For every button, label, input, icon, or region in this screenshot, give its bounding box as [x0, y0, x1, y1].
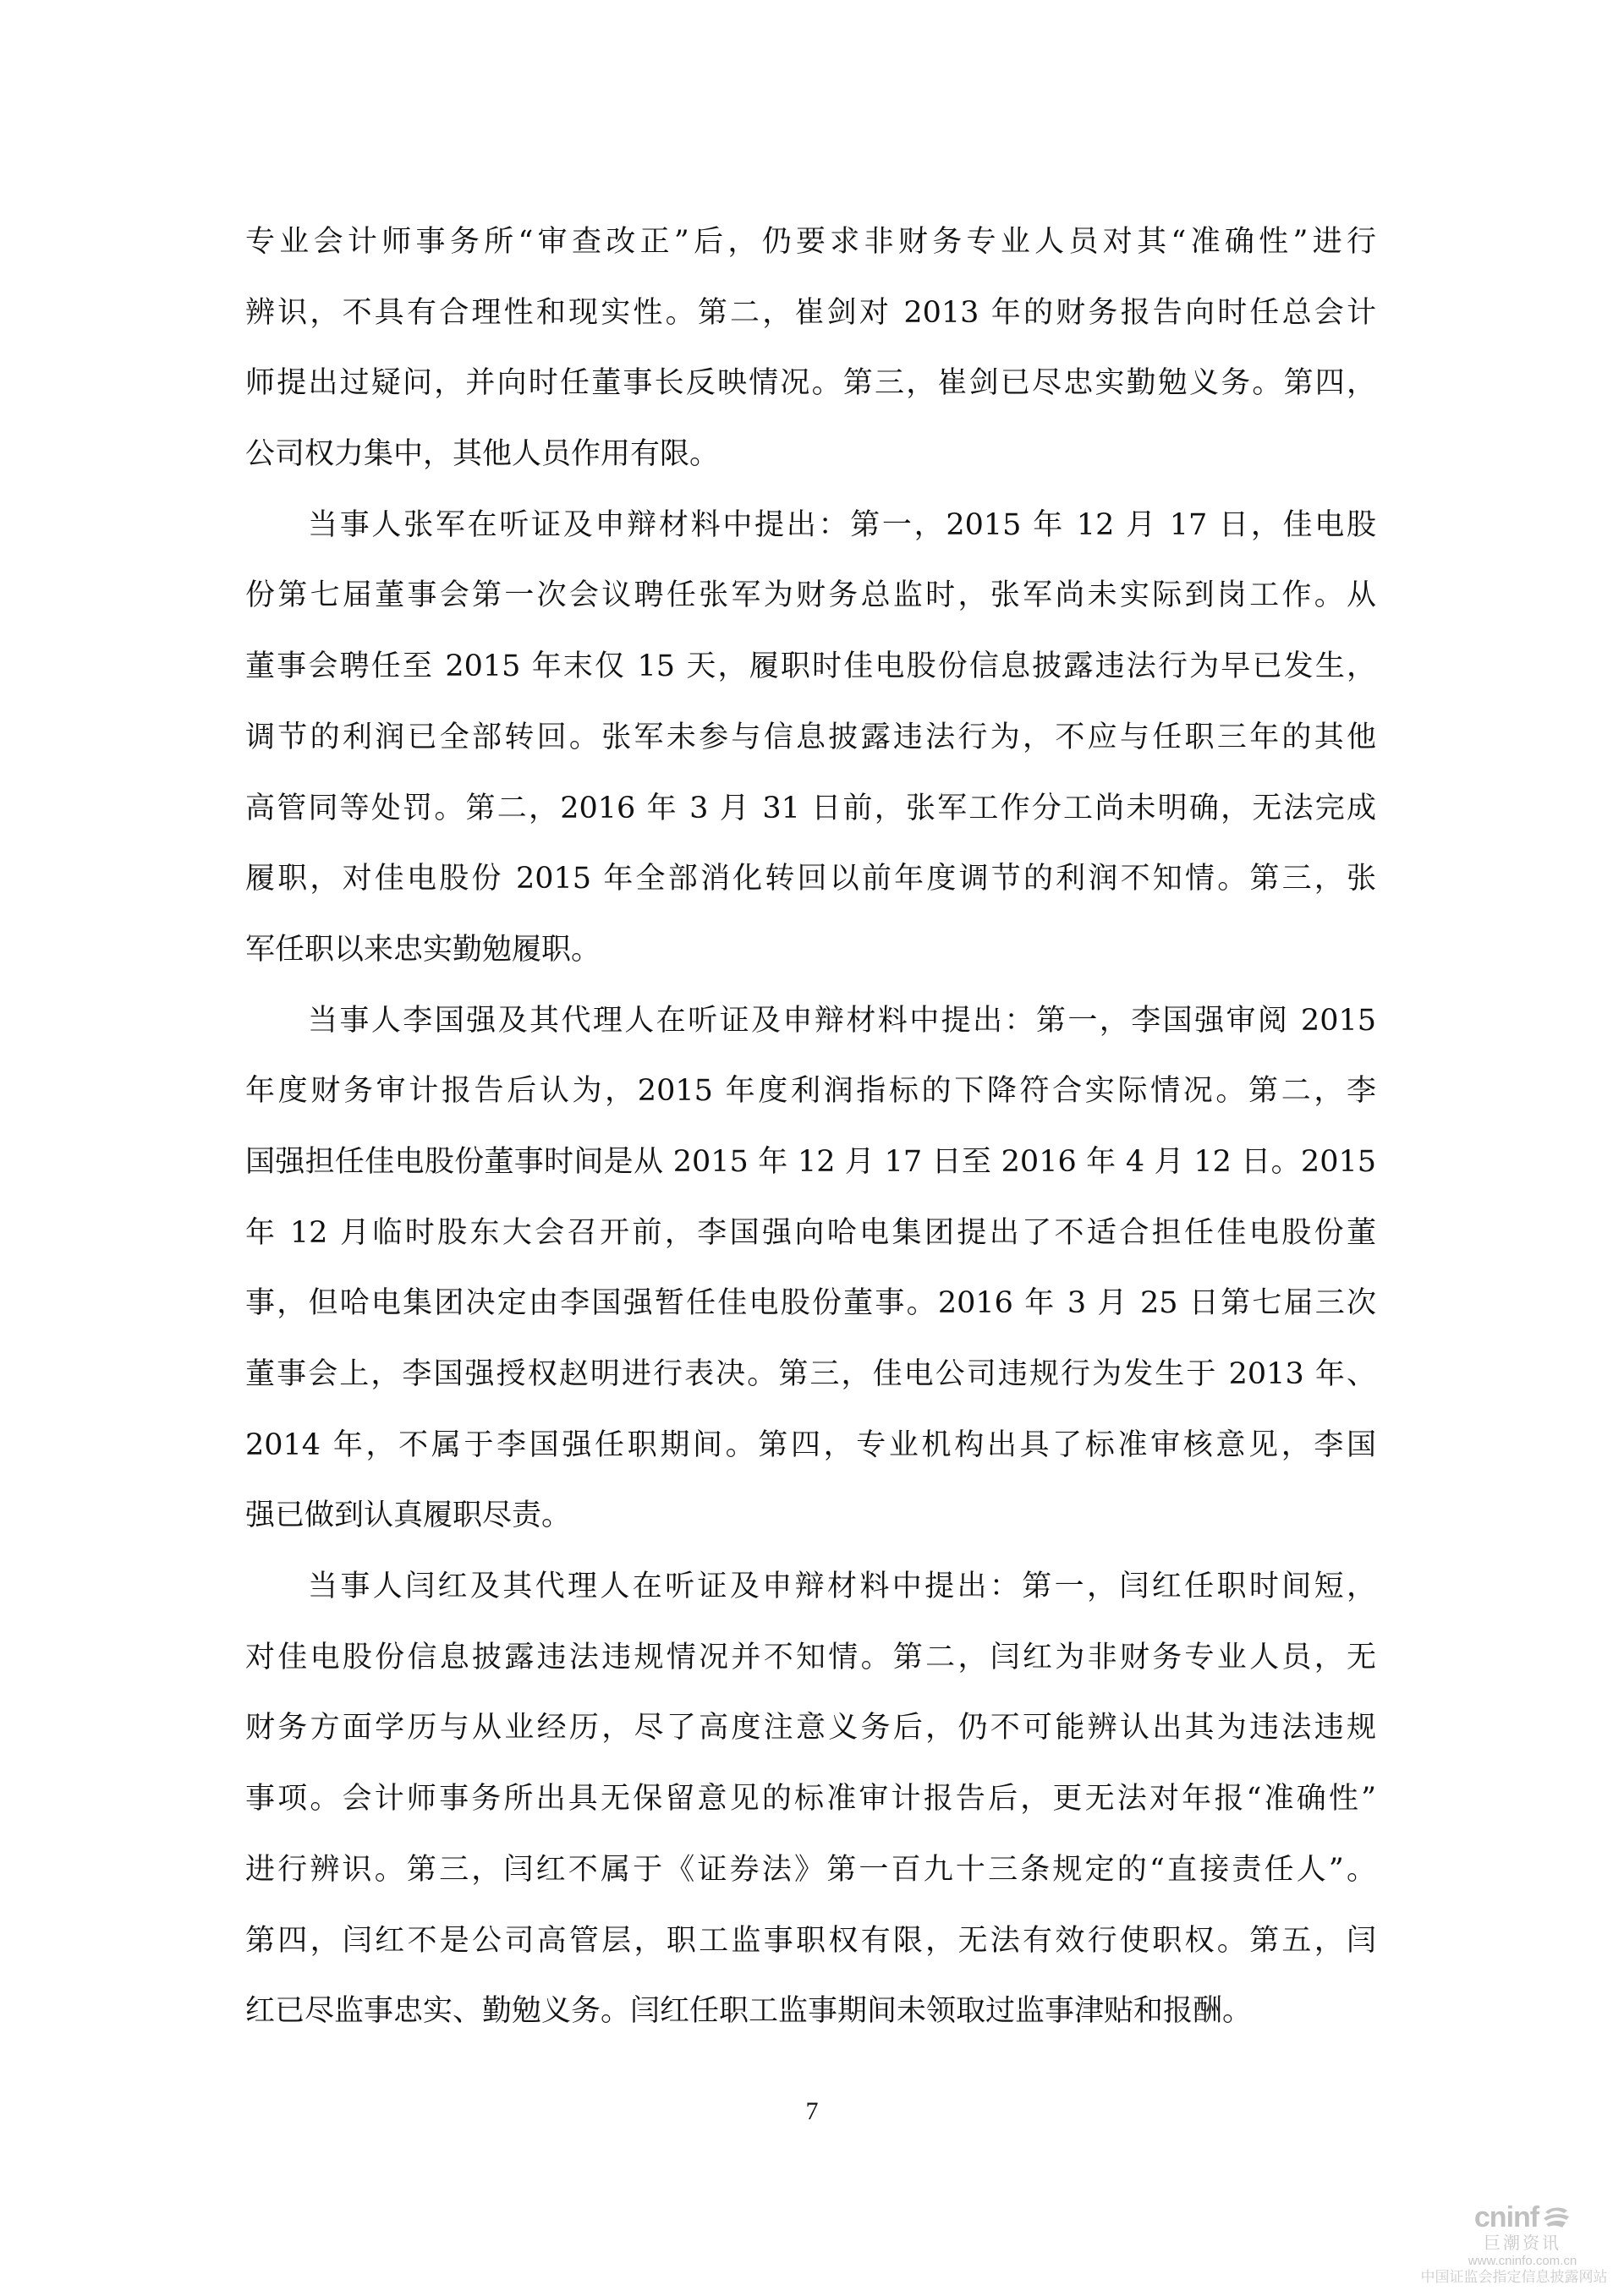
- paragraph-li-guoqiang: [245, 986, 1376, 1553]
- text-line: 当事人张军在听证及申辩材料中提出：第一，2015 年 12 月 17 日，佳电股: [308, 507, 1376, 542]
- paragraph-cui-jian-continuation: [245, 207, 1376, 490]
- text-line: 强已做到认真履职尽责。: [245, 1499, 572, 1533]
- text-line: 专业会计师事务所“审查改正”后，仍要求非财务专业人员对其“准确性”进行: [245, 225, 1376, 259]
- text-line: 份第七届董事会第一次会议聘任张军为财务总监时，张军尚未实际到岗工作。从: [245, 578, 1376, 613]
- page-number: 7: [805, 2097, 819, 2125]
- text-line: 事，但哈电集团决定由李国强暂任佳电股份董事。2016 年 3 月 25 日第七届三次: [245, 1286, 1376, 1321]
- text-line: 年度财务审计报告后认为，2015 年度利润指标的下降符合实际情况。第二，李: [245, 1074, 1376, 1109]
- text-line: 红已尽监事忠实、勤勉义务。闫红任职工监事期间未领取过监事津贴和报酬。: [245, 1994, 1253, 2029]
- text-line: 师提出过疑问，并向时任董事长反映情况。第三，崔剑已尽忠实勤勉义务。第四，: [245, 366, 1376, 401]
- watermark-logo: [1429, 2203, 1616, 2232]
- text-line: 2014 年，不属于李国强任职期间。第四，专业机构出具了标准审核意见，李国: [245, 1427, 1376, 1462]
- document-body: [245, 207, 1376, 2047]
- text-line: 履职，对佳电股份 2015 年全部消化转回以前年度调节的利润不知情。第三，张: [245, 862, 1376, 896]
- paragraph-zhang-jun: [245, 490, 1376, 986]
- text-line: 进行辨识。第三，闫红不属于《证券法》第一百九十三条规定的“直接责任人”。: [245, 1852, 1376, 1887]
- watermark-cn-name: 巨潮资讯: [1484, 2234, 1561, 2253]
- text-line: 高管同等处罚。第二，2016 年 3 月 31 日前，张军工作分工尚未明确，无法完成: [245, 791, 1376, 825]
- text-line: 董事会聘任至 2015 年末仅 15 天，履职时佳电股份信息披露违法行为早已发生，: [245, 649, 1376, 684]
- text-line: 事项。会计师事务所出具无保留意见的标准审计报告后，更无法对年报“准确性”: [245, 1782, 1376, 1817]
- text-line: 国强担任佳电股份董事时间是从 2015 年 12 月 17 日至 2016 年 4 月 12 日。2015: [245, 1144, 1376, 1179]
- text-line: 董事会上，李国强授权赵明进行表决。第三，佳电公司违规行为发生于 2013 年、: [245, 1357, 1376, 1391]
- text-line: 当事人李国强及其代理人在听证及申辩材料中提出：第一，李国强审阅 2015: [308, 1003, 1376, 1038]
- text-line: 辨识，不具有合理性和现实性。第二，崔剑对 2013 年的财务报告向时任总会计: [245, 295, 1376, 330]
- watermark-url: www.cninfo.com.cn: [1468, 2254, 1577, 2268]
- text-line: 公司权力集中，其他人员作用有限。: [245, 437, 720, 472]
- watermark-tagline: 中国证监会指定信息披露网站: [1420, 2269, 1608, 2285]
- paragraph-yan-hong: [245, 1552, 1376, 2047]
- text-line: 对佳电股份信息披露违法违规情况并不知情。第二，闫红为非财务专业人员，无: [245, 1640, 1376, 1674]
- text-line: 年 12 月临时股东大会召开前，李国强向哈电集团提出了不适合担任佳电股份董: [245, 1215, 1376, 1250]
- text-line: 调节的利润已全部转回。张军未参与信息披露违法行为，不应与任职三年的其他: [245, 720, 1376, 754]
- cninfo-swirl-icon: [1542, 2205, 1571, 2230]
- text-line: 第四，闫红不是公司高管层，职工监事职权有限，无法有效行使职权。第五，闫: [245, 1923, 1376, 1958]
- text-line: 当事人闫红及其代理人在听证及申辩材料中提出：第一，闫红任职时间短，: [308, 1570, 1376, 1604]
- text-line: 军任职以来忠实勤勉履职。: [245, 932, 601, 967]
- cninfo-watermark: [1420, 2201, 1616, 2286]
- watermark-brand-text: cninf: [1473, 2201, 1539, 2233]
- text-line: 财务方面学历与从业经历，尽了高度注意义务后，仍不可能辨认出其为违法违规: [245, 1711, 1376, 1745]
